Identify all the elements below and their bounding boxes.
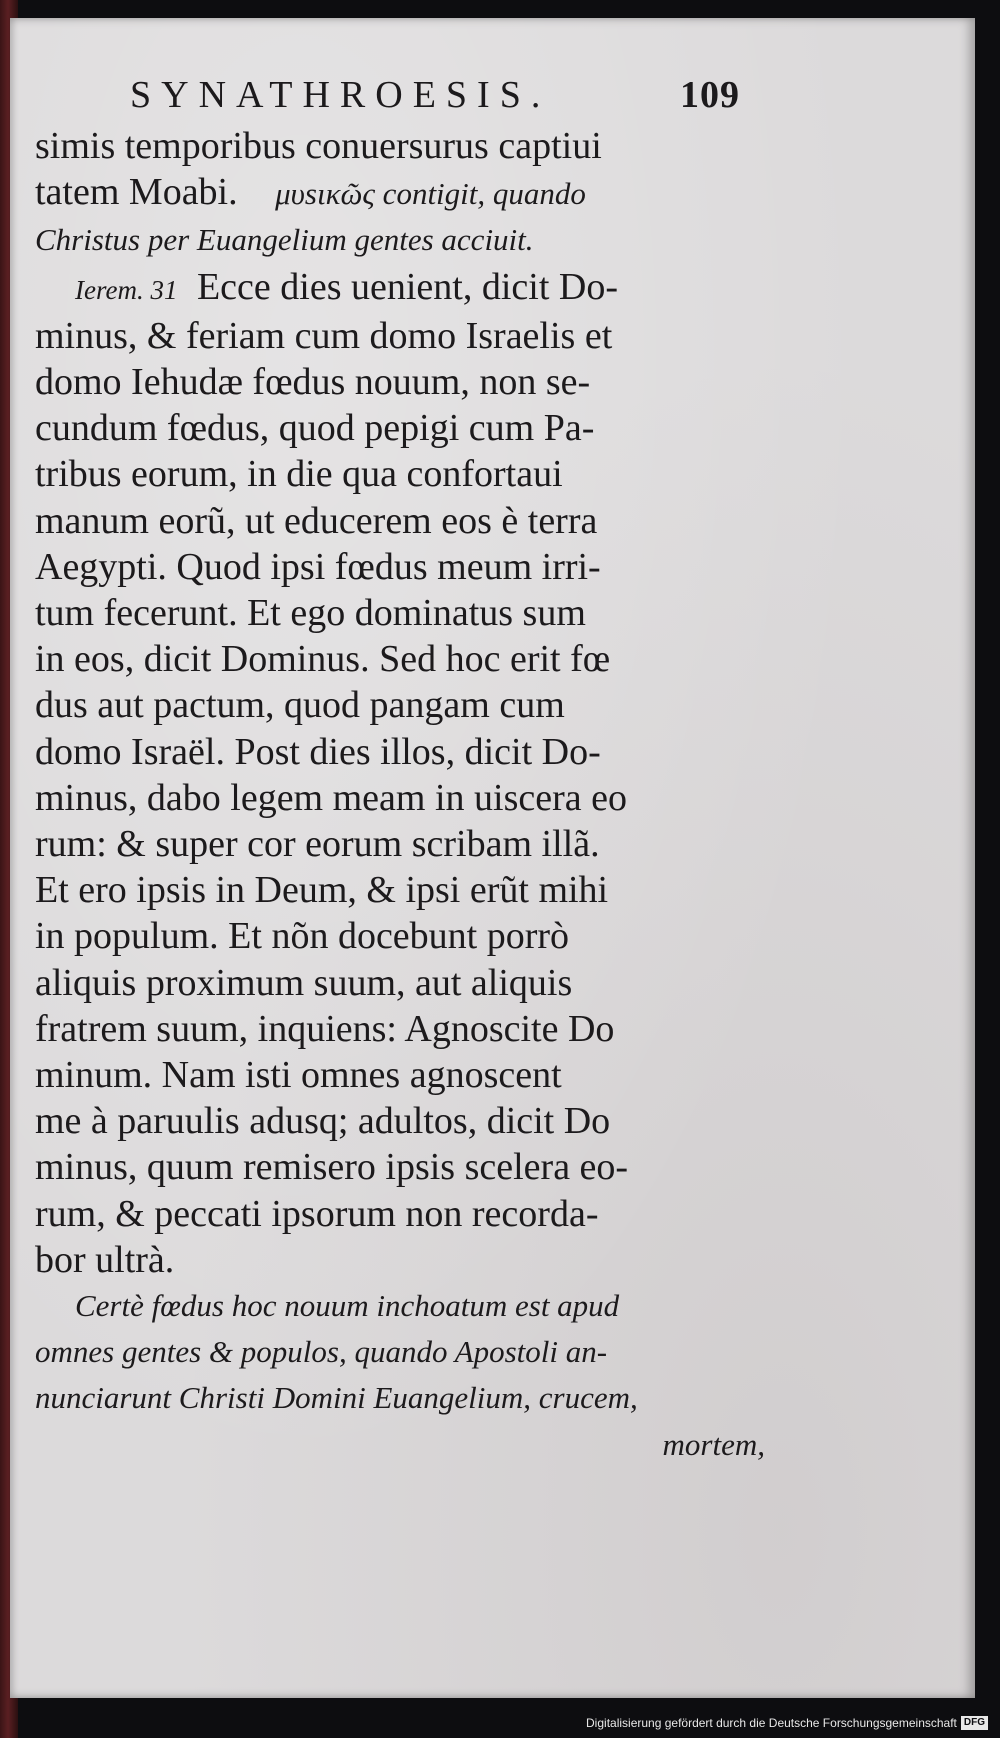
text-segment: tatem Moabi. [35,171,238,214]
text-line: me à paruulis adusq; adultos, dicit Do [35,1100,611,1143]
text-line: in populum. Et nõn docebunt porrò [35,915,570,958]
page-number: 109 [680,74,740,116]
digitization-credit [586,1716,988,1730]
text-line: Et ero ipsis in Deum, & ipsi erũt mihi [35,869,609,912]
dfg-logo: DFG [961,1716,988,1730]
text-line [35,264,765,313]
text-line: rum: & super cor eorum scribam illã. [35,823,600,866]
credit-text: Digitalisierung gefördert durch die Deutsche Forschungsgemeinschaft [586,1716,957,1730]
text-line: fratrem suum, inquiens: Agnoscite Do [35,1007,615,1050]
text-line: aliquis proximum suum, aut aliquis [35,961,573,1004]
text-line: manum eorũ, ut educerem eos è terra [35,499,598,542]
text-line: cundum fœdus, quod pepigi cum Pa- [35,407,595,450]
italic-line: nunciarunt Christi Domini Euangelium, crucem, [35,1380,638,1416]
text-line: simis temporibus conuersurus captiui [35,125,602,167]
text-line: domo Iehudæ fœdus nouum, non se- [35,361,591,404]
italic-line: Certè fœdus hoc nouum inchoatum est apud [75,1288,620,1324]
text-line: dus aut pactum, quod pangam cum [35,684,565,727]
text-line: bor ultrà. [35,1238,175,1281]
text-line [35,169,765,217]
text-line: in eos, dicit Dominus. Sed hoc erit fœ [35,638,611,681]
text-line: minus, & feriam cum domo Israelis et [35,314,613,357]
text-line: minus, dabo legem meam in uiscera eo [35,776,627,819]
italic-gloss: μυsικῶς contigit, quando [275,176,586,212]
running-head [130,73,740,123]
italic-line: Christus per Euangelium gentes acciuit. [35,222,534,258]
scripture-reference: Ierem. 31 [75,274,178,305]
page-text [35,73,765,1468]
running-head-title: SYNATHROESIS. [130,74,551,116]
text-line: minum. Nam isti omnes agnoscent [35,1054,562,1097]
book-page [10,18,975,1698]
catchword: mortem, [662,1426,765,1462]
italic-line: omnes gentes & populos, quando Apostoli an- [35,1334,608,1370]
text-line: tum fecerunt. Et ego dominatus sum [35,592,586,635]
text-line: tribus eorum, in die qua confortaui [35,453,563,496]
text-line: minus, quum remisero ipsis scelera eo- [35,1146,629,1189]
text-segment: Ecce dies uenient, dicit Do- [196,265,618,308]
text-line: domo Israël. Post dies illos, dicit Do- [35,730,601,773]
text-line: Aegypti. Quod ipsi fœdus meum irri- [35,545,601,588]
text-line: rum, & peccati ipsorum non recorda- [35,1192,599,1235]
